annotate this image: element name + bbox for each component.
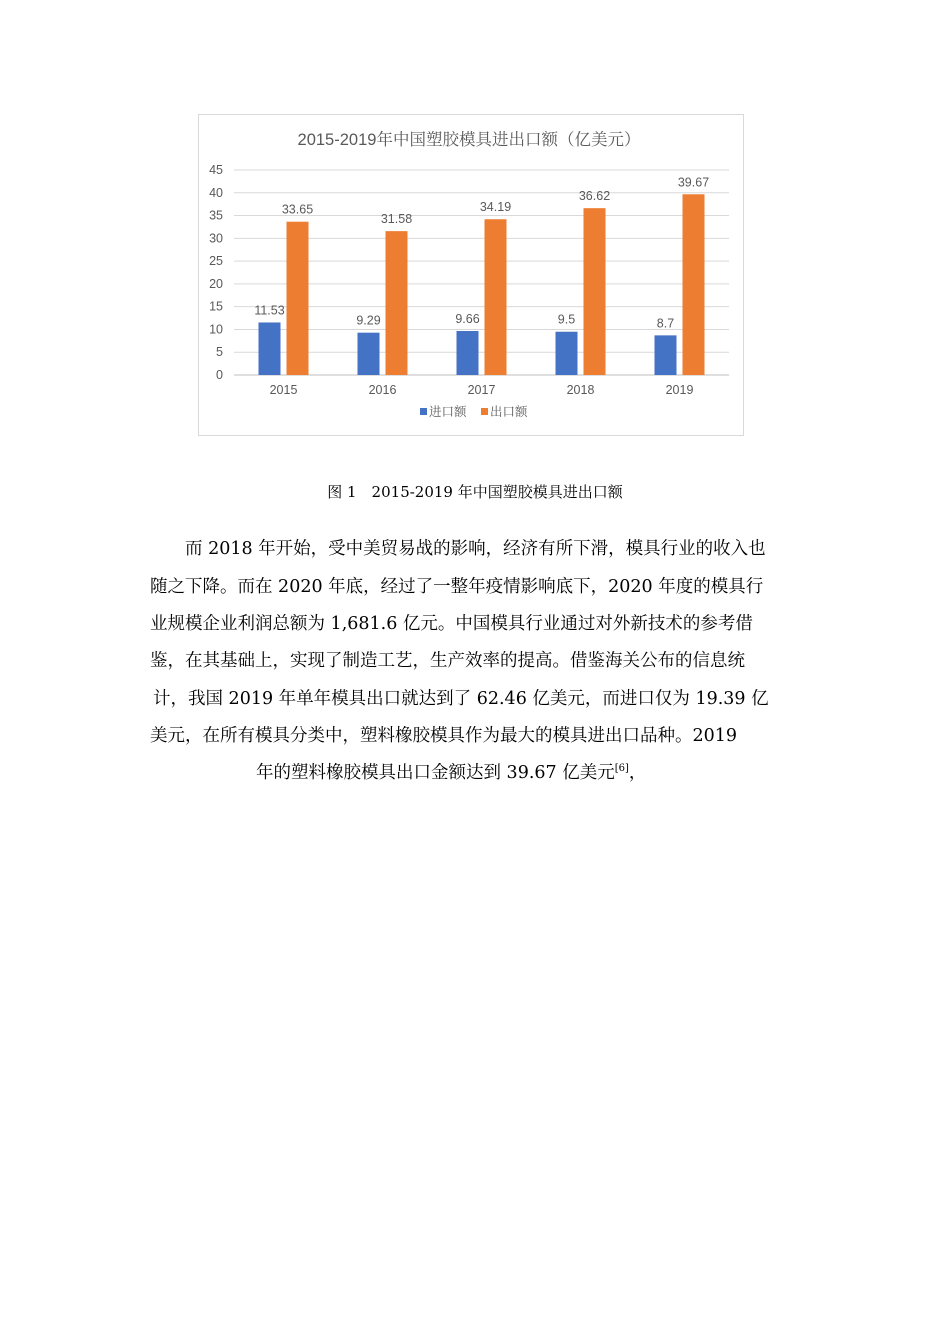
paragraph-line: 鉴，在其基础上，实现了制造工艺，生产效率的提高。借鉴海关公布的信息统 [150, 651, 745, 671]
x-tick-label: 2016 [368, 383, 397, 397]
paragraph-line: 业规模企业利润总额为 1,681.6 亿元。中国模具行业通过对外新技术的参考借 [150, 614, 753, 634]
x-tick-label: 2018 [566, 383, 595, 397]
chart-figure [198, 114, 744, 436]
bar-import [556, 332, 578, 375]
bar-export [386, 231, 408, 375]
bar-export [683, 194, 705, 375]
data-label: 9.5 [557, 312, 576, 327]
bar-export [584, 208, 606, 375]
data-label: 11.53 [254, 303, 285, 318]
legend-swatch-export [481, 408, 488, 415]
data-label: 34.19 [479, 200, 512, 215]
paragraph-line-text: 年的塑料橡胶模具出口金额达到 39.67 亿美元 [256, 763, 615, 783]
bar-export [485, 219, 507, 375]
chart-title: 2015-2019年中国塑胶模具进出口额（亿美元） [297, 131, 641, 149]
x-tick-label: 2019 [665, 383, 694, 397]
paragraph-line: 美元，在所有模具分类中，塑料橡胶模具作为最大的模具进出口品种。2019 [150, 726, 738, 746]
legend-label: 进口额 [429, 405, 467, 419]
y-tick-label: 45 [209, 163, 223, 177]
y-tick-label: 0 [216, 368, 223, 382]
paragraph-line [256, 759, 646, 784]
bar-import [655, 335, 677, 375]
y-tick-label: 30 [209, 231, 223, 246]
y-tick-label: 20 [209, 276, 223, 291]
y-tick-label: 10 [209, 322, 223, 337]
paragraph-line: 而 2018 年开始，受中美贸易战的影响，经济有所下滑，模具行业的收入也 [185, 539, 766, 559]
bar-import [358, 333, 380, 375]
bar-export [287, 222, 309, 375]
data-label: 33.65 [281, 202, 314, 217]
bar-import [259, 322, 281, 375]
data-label: 31.58 [380, 212, 413, 227]
y-tick-label: 40 [209, 185, 223, 200]
data-label: 36.62 [578, 189, 611, 204]
y-tick-label: 35 [209, 208, 223, 223]
y-tick-label: 25 [209, 254, 223, 269]
paragraph-line: 计，我国 2019 年单年模具出口就达到了 62.46 亿美元，而进口仅为 19.39 亿 [153, 689, 769, 709]
data-label: 8.7 [656, 316, 675, 331]
x-tick-label: 2015 [269, 383, 298, 397]
y-tick-label: 5 [216, 345, 223, 360]
y-tick-label: 15 [209, 299, 223, 314]
data-label: 9.29 [356, 313, 381, 328]
trailing-punct: ， [628, 763, 647, 783]
legend-swatch-import [420, 408, 427, 415]
bar-chart [199, 115, 745, 437]
paragraph-line: 随之下降。而在 2020 年底，经过了一整年疫情影响底下，2020 年度的模具行 [150, 577, 764, 597]
citation-ref: [6] [614, 763, 629, 774]
legend-label: 出口额 [490, 405, 528, 419]
data-label: 9.66 [455, 311, 480, 326]
data-label: 39.67 [677, 175, 710, 190]
figure-caption: 图 1 2015-2019 年中国塑胶模具进出口额 [327, 483, 623, 501]
x-tick-label: 2017 [467, 383, 496, 397]
bar-import [457, 331, 479, 375]
